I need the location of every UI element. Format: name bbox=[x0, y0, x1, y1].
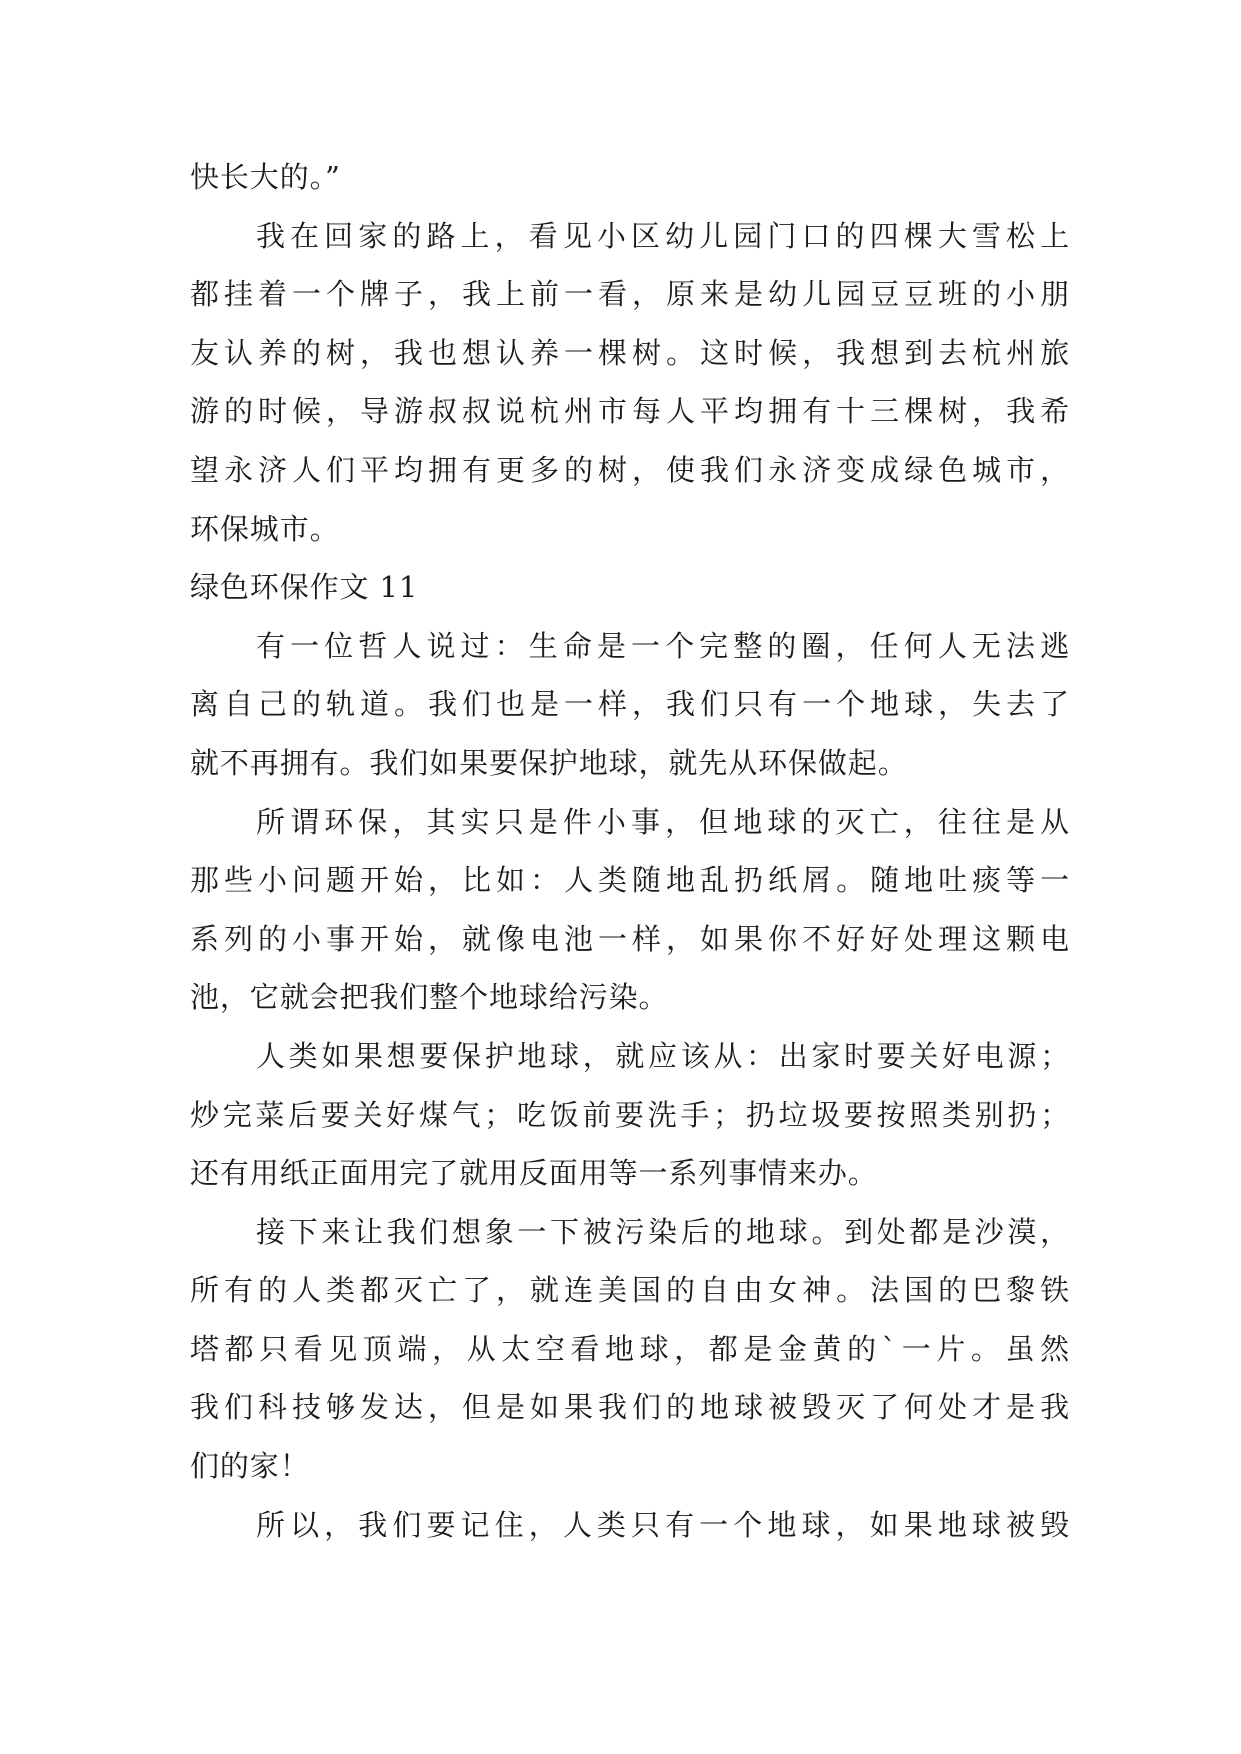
text-line: 有一位哲人说过：生命是一个完整的圈，任何人无法逃 bbox=[256, 628, 1070, 663]
text-line: 环保城市。 bbox=[190, 511, 340, 546]
text-line: 所谓环保，其实只是件小事，但地球的灭亡，往往是从 bbox=[256, 804, 1070, 839]
text-line: 我们科技够发达，但是如果我们的地球被毁灭了何处才是我 bbox=[190, 1390, 1070, 1425]
text-line: 所有的人类都灭亡了，就连美国的自由女神。法国的巴黎铁 bbox=[190, 1273, 1070, 1308]
text-line: 快长大的。” bbox=[190, 160, 341, 194]
essay-text bbox=[190, 148, 1070, 1554]
text-line: 所以，我们要记住，人类只有一个地球，如果地球被毁 bbox=[256, 1507, 1070, 1542]
text-line: 还有用纸正面用完了就用反面用等一系列事情来办。 bbox=[190, 1156, 878, 1191]
text-line: 池，它就会把我们整个地球给污染。 bbox=[190, 980, 669, 1015]
text-line: 我在回家的路上，看见小区幼儿园门口的四棵大雪松上 bbox=[256, 218, 1070, 253]
text-line: 人类如果想要保护地球，就应该从：出家时要关好电源； bbox=[256, 1038, 1070, 1073]
text-line: 那些小问题开始，比如：人类随地乱扔纸屑。随地吐痰等一 bbox=[190, 863, 1070, 898]
section-heading: 绿色环保作文 11 bbox=[190, 570, 419, 605]
text-line: 炒完菜后要关好煤气；吃饭前要洗手；扔垃圾要按照类别扔； bbox=[190, 1097, 1070, 1132]
text-line: 望永济人们平均拥有更多的树，使我们永济变成绿色城市， bbox=[190, 452, 1070, 487]
text-line: 游的时候，导游叔叔说杭州市每人平均拥有十三棵树，我希 bbox=[190, 394, 1070, 429]
text-line: 接下来让我们想象一下被污染后的地球。到处都是沙漠， bbox=[256, 1214, 1070, 1249]
text-line: 离自己的轨道。我们也是一样，我们只有一个地球，失去了 bbox=[190, 687, 1070, 722]
text-line: 们的家！ bbox=[190, 1449, 310, 1484]
text-line: 友认养的树，我也想认养一棵树。这时候，我想到去杭州旅 bbox=[190, 335, 1070, 370]
text-line: 就不再拥有。我们如果要保护地球，就先从环保做起。 bbox=[190, 745, 908, 780]
text-line: 塔都只看见顶端，从太空看地球，都是金黄的`一片。虽然 bbox=[190, 1331, 1070, 1366]
text-line: 都挂着一个牌子，我上前一看，原来是幼儿园豆豆班的小朋 bbox=[190, 277, 1070, 312]
text-line: 系列的小事开始，就像电池一样，如果你不好好处理这颗电 bbox=[190, 921, 1070, 956]
